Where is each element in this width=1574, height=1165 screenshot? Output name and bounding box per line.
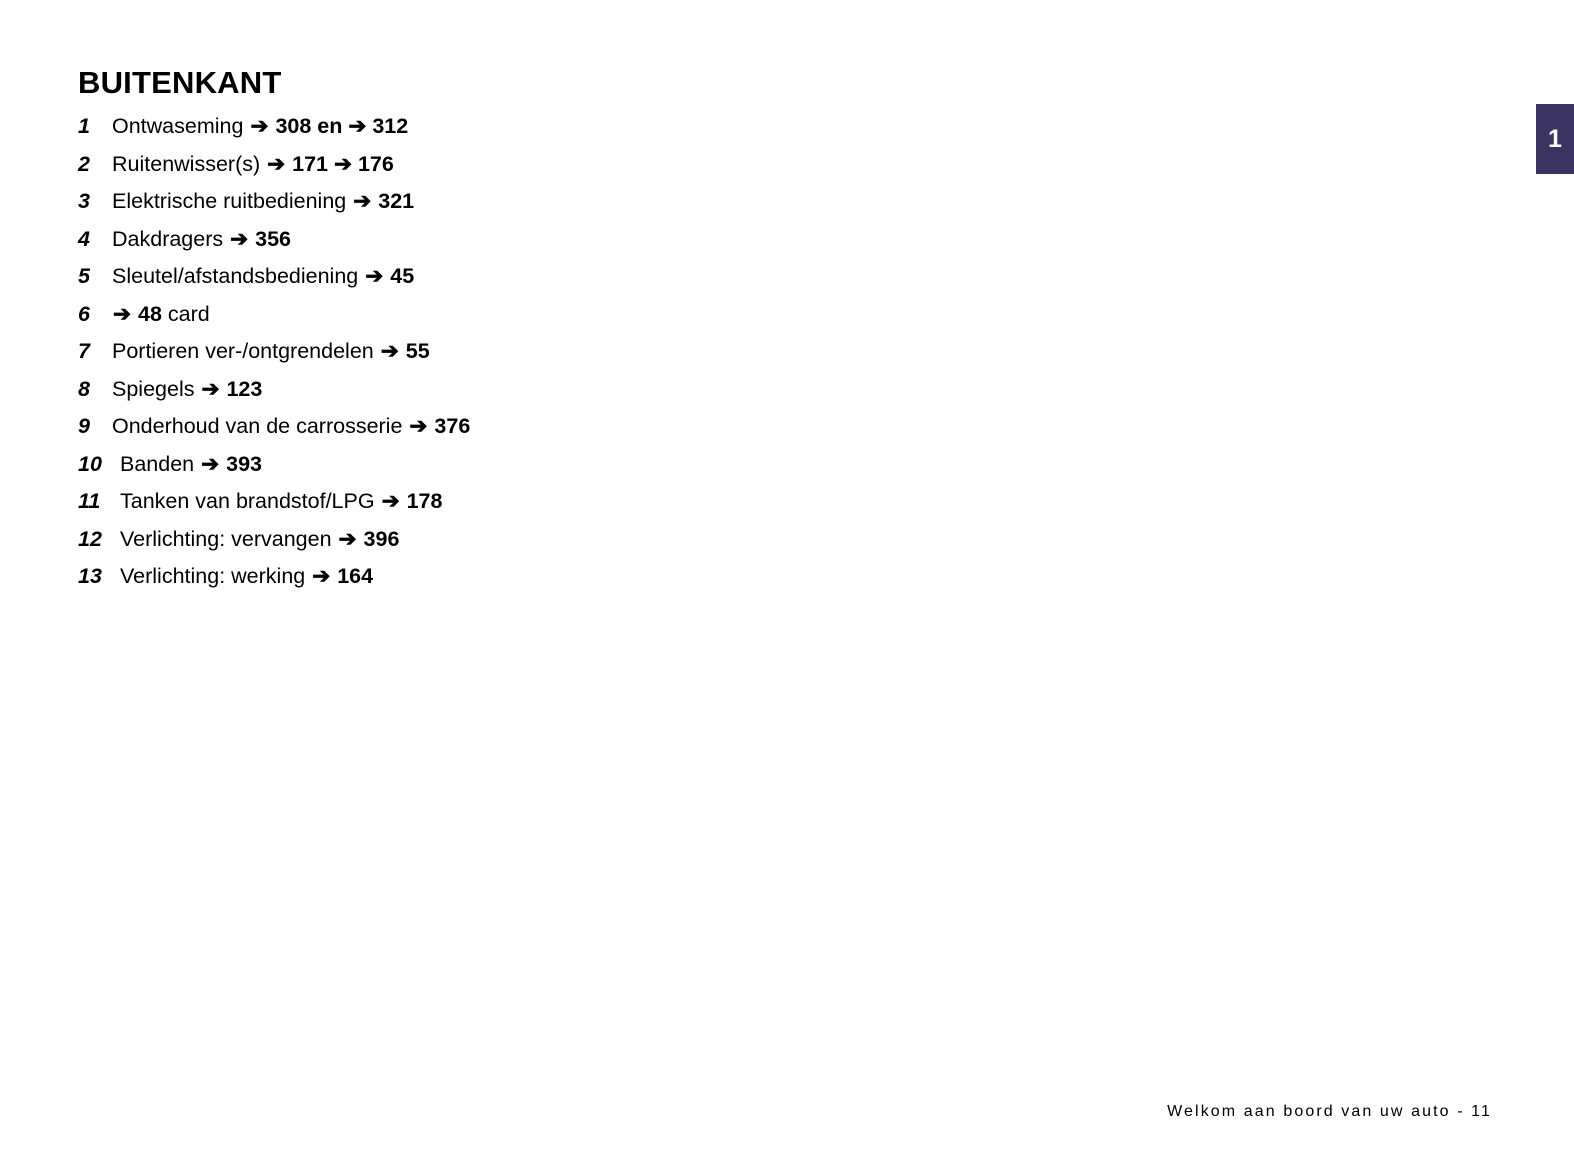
legend-item-page-reference: 48 bbox=[138, 301, 162, 326]
legend-item-label bbox=[112, 221, 291, 259]
legend-item bbox=[78, 333, 978, 371]
legend-item-page-reference: 55 bbox=[405, 339, 430, 363]
legend-item-label bbox=[112, 296, 210, 334]
page-title: BUITENKANT bbox=[78, 64, 282, 100]
legend-item-label bbox=[112, 258, 414, 296]
legend-item-page-reference: 321 bbox=[378, 189, 415, 213]
legend-item-label bbox=[112, 333, 430, 371]
legend-item-suffix: card bbox=[167, 301, 210, 326]
page-reference-arrow-icon: ➔ bbox=[338, 526, 357, 551]
legend-item bbox=[78, 371, 978, 409]
legend-item-label bbox=[120, 446, 262, 484]
page-footer: Welkom aan boord van uw auto - 11 bbox=[1167, 1103, 1492, 1120]
legend-item-label bbox=[112, 371, 262, 409]
legend-item-page-reference: 45 bbox=[390, 264, 415, 288]
legend-item-label bbox=[120, 558, 373, 596]
legend-item bbox=[78, 483, 978, 521]
legend-item-name: Ruitenwisser(s) bbox=[112, 151, 261, 176]
legend-item-name: Verlichting: vervangen bbox=[120, 526, 332, 551]
legend-item-label bbox=[112, 408, 470, 446]
legend-item-number: 4 bbox=[78, 226, 90, 251]
page-reference-arrow-icon: ➔ bbox=[381, 489, 400, 513]
legend-item-name: Tanken van brandstof/LPG bbox=[120, 489, 375, 513]
page-reference-arrow-icon: ➔ bbox=[365, 264, 384, 288]
legend-item bbox=[78, 108, 978, 146]
legend-item-number: 2 bbox=[78, 151, 90, 176]
legend-item-label bbox=[112, 146, 394, 184]
legend-item-number: 13 bbox=[78, 564, 102, 588]
legend-item-page-reference: 164 bbox=[337, 564, 374, 588]
page-reference-arrow-icon: ➔ bbox=[312, 564, 331, 588]
legend-item-page-reference: 396 bbox=[363, 526, 400, 551]
legend-item-label bbox=[112, 108, 408, 146]
legend-item-number: 11 bbox=[78, 489, 101, 513]
page-reference-arrow-icon: ➔ bbox=[201, 451, 220, 476]
legend-item-number: 8 bbox=[78, 376, 90, 401]
page-reference-arrow-icon: ➔ bbox=[201, 376, 220, 401]
legend-item-name: Onderhoud van de carrosserie bbox=[112, 414, 403, 438]
legend-item bbox=[78, 183, 978, 221]
legend-item bbox=[78, 221, 978, 259]
page-reference-arrow-icon: ➔ bbox=[230, 226, 249, 251]
legend-item bbox=[78, 296, 978, 334]
legend-item-number: 5 bbox=[78, 264, 90, 288]
legend-item-page-reference: 123 bbox=[226, 376, 263, 401]
page-reference-arrow-icon: ➔ bbox=[250, 114, 269, 138]
legend-item-page-reference: 356 bbox=[255, 226, 291, 251]
legend-item bbox=[78, 146, 978, 184]
legend-item-name: Dakdragers bbox=[112, 226, 224, 251]
legend-item-number: 1 bbox=[78, 114, 90, 138]
legend-item-number: 7 bbox=[78, 339, 90, 363]
page-reference-arrow-icon: ➔ bbox=[409, 414, 428, 438]
legend-item-name: Spiegels bbox=[112, 376, 195, 401]
chapter-tab: 1 bbox=[1536, 104, 1574, 174]
legend-item bbox=[78, 558, 978, 596]
page-reference-arrow-icon: ➔ bbox=[353, 189, 372, 213]
legend-item-page-reference: 393 bbox=[226, 451, 262, 476]
legend-item-number: 6 bbox=[78, 301, 90, 326]
legend-item bbox=[78, 446, 978, 484]
legend-item-name: Sleutel/afstandsbediening bbox=[112, 264, 359, 288]
legend-item bbox=[78, 521, 978, 559]
legend-item-label bbox=[120, 521, 399, 559]
legend-item bbox=[78, 408, 978, 446]
legend-item-name: Ontwaseming bbox=[112, 114, 244, 138]
legend-item-page-reference: 308 en ➔ 312 bbox=[275, 114, 409, 138]
legend-item-page-reference: 178 bbox=[406, 489, 443, 513]
legend-item-number: 3 bbox=[78, 189, 90, 213]
legend-item-page-reference: 376 bbox=[434, 414, 471, 438]
page-reference-arrow-icon: ➔ bbox=[113, 301, 132, 326]
legend-item-name: Portieren ver-/ontgrendelen bbox=[112, 339, 374, 363]
legend-item-page-reference: 171 ➔ 176 bbox=[292, 151, 394, 176]
legend-item-number: 12 bbox=[78, 526, 102, 551]
legend-item-label bbox=[112, 183, 414, 221]
legend-item-name: Verlichting: werking bbox=[120, 564, 306, 588]
legend-item-label bbox=[120, 483, 442, 521]
legend-item-number: 9 bbox=[78, 414, 90, 438]
legend-item bbox=[78, 258, 978, 296]
page-reference-arrow-icon: ➔ bbox=[267, 151, 286, 176]
legend-item-name: Elektrische ruitbediening bbox=[112, 189, 347, 213]
legend-list bbox=[78, 108, 978, 596]
legend-item-number: 10 bbox=[78, 451, 102, 476]
legend-item-name: Banden bbox=[120, 451, 195, 476]
page-reference-arrow-icon: ➔ bbox=[380, 339, 399, 363]
